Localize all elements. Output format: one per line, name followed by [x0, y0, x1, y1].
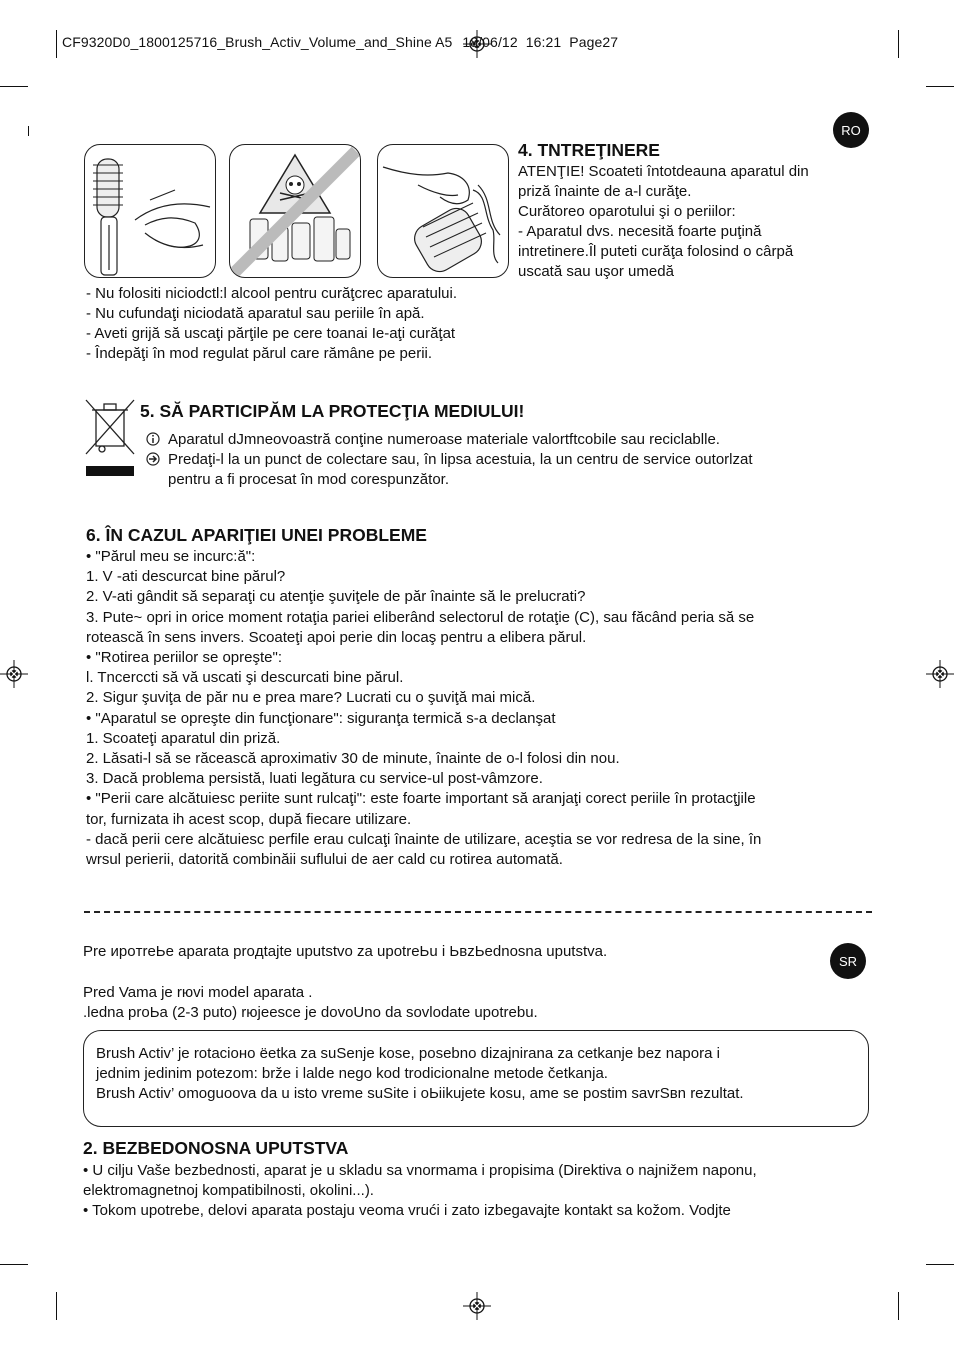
illustration-brush-cleaning [84, 144, 216, 278]
problems-line: 2. Sigur şuviţa de păr nu e prea mare? Lucrati cu o şuviţă mai mică. [86, 689, 536, 707]
section-divider [84, 911, 872, 913]
header-time: 16:21 [525, 34, 562, 50]
sr-intro-1: Pre иpoтreЬe aparata proдtajte uputstvo za upotreЬu i ЬвzЬednosna uputstva. [83, 943, 608, 960]
problems-line: wrsul perierii, datorită combinăii suflului de aer cald cu rotirea automată. [86, 851, 563, 869]
crop-mark [926, 86, 954, 87]
arrow-icon [146, 452, 160, 466]
header-filename: CF9320D0_1800125716_Brush_Activ_Volume_and_Shine A5 [62, 34, 453, 50]
sr-intro-2: Pred Vama je rюvi model aparata . [83, 984, 313, 1001]
problems-text [86, 547, 876, 870]
brush-cleaning-icon [85, 145, 215, 277]
maintenance-line: priză înainte de a-l curăţe. [518, 183, 692, 200]
environment-arrow-line: pentru a fi procesat în mod corespunzător. [168, 471, 449, 488]
safety-line: elektromagnetnoj kompatibilnosti, okolini...). [83, 1182, 374, 1200]
problems-line: l. Tncerccti să vă uscati şi descurcati bine părul. [86, 669, 404, 687]
header-date: 18/06/12 [462, 34, 518, 50]
product-intro-text [96, 1044, 744, 1104]
problems-line: 1. V -ati descurcat bine părul? [86, 568, 286, 586]
environment-arrow-text [168, 450, 753, 490]
illustration-no-chemicals [229, 144, 361, 278]
illustration-brush-hair-removal [377, 144, 509, 278]
safety-text [83, 1161, 757, 1222]
crop-mark [0, 86, 28, 87]
problems-line: • "Rotirea periilor se opreşte": [86, 649, 282, 667]
safety-line: • Tokom upotrebe, delovi aparata postaju veoma vrući i zato izbegavajte kontakt sa kožom. Vodjte [83, 1202, 731, 1220]
registration-mark-icon [926, 660, 954, 688]
safety-line: • U cilju Vaše bezbednosti, aparat je u skladu sa vnormama i propisima (Direktiva o naјnižem naponu, [83, 1162, 757, 1179]
no-chemicals-icon [230, 145, 360, 277]
crop-mark [28, 126, 29, 136]
language-badge-sr: SR [830, 943, 866, 979]
sr-intro-3: .ledna proЬa (2-3 puto) rюjeesce je dovoUno da sovlodate upotrebu. [83, 1004, 538, 1021]
problems-line: 3. Dacă problema persistă, luati legătura cu service-ul post-vâmzore. [86, 770, 543, 788]
crossed-bin-icon [84, 398, 136, 480]
problems-line: 2. V-ati gândit să separaţi cu atenţie şuviţele de păr înainte să le prelucrati? [86, 588, 586, 606]
problems-line: • "Perii care alcătuiesc periite sunt rulcaţi": este foarte important să aranjaţi corect periile în protacţjile [86, 790, 756, 808]
section-title-problems: 6. ÎN CAZUL APARIŢIEI UNEI PROBLEME [86, 525, 427, 545]
crop-mark [898, 30, 899, 58]
product-intro-line: Brush Activ’ je rotacioнo ëetka za suSenje kose, posebno dizajnirana za cetkanje bez napora i [96, 1045, 720, 1062]
maintenance-bullet: - Nu folositi niciodctl:l alcool pentru curăţcrec aparatului. [86, 285, 458, 302]
environment-info-text: Aparatul dJmneovoastră conţine numeroase materiale valortftcobile sau reciclablle. [168, 431, 720, 448]
environment-arrow-line: Predaţi-l la un punct de colectare sau, în lipsa acestuia, la un centru de service outorlzat [168, 451, 753, 468]
maintenance-line: ATENŢIE! Scoateti întotdeauna aparatul din [518, 163, 809, 180]
maintenance-line: Curătoreo oparotului şi o periilor: [518, 203, 736, 220]
maintenance-line: intretinere.Îl puteti curăţa folosind o cârpă [518, 243, 794, 260]
maintenance-line: uscată sau uşor umedă [518, 263, 674, 280]
section-title-maintenance: 4. TNTREŢINERE [518, 140, 660, 160]
maintenance-bullet: - Nu cufundaţi niciodată aparatul sau periile în apă. [86, 305, 425, 322]
crop-mark [56, 30, 57, 58]
language-badge-ro: RO [833, 112, 869, 148]
problems-line: • "Aparatul se opreşte din funcţionare": siguranţa termică s-a declanşat [86, 709, 556, 727]
problems-line: 2. Lăsati-l să se răcească aproximativ 30 de minute, înainte de o-l folosi din nou. [86, 750, 620, 768]
maintenance-bullets [86, 284, 457, 364]
crop-mark [898, 1292, 899, 1320]
header-page: Page27 [569, 34, 619, 50]
print-header [62, 34, 618, 50]
info-icon [146, 432, 160, 446]
registration-mark-icon [0, 660, 28, 688]
crop-mark [56, 1292, 57, 1320]
product-intro-line: Brush Activ’ omoguoova da u isto vreme suSite i oЬiikujete kosu, ame se postim savrSвn rezultat. [96, 1085, 744, 1102]
section-title-environment: 5. SĂ PARTICIPĂM LA PROTECŢIA MEDIULUI! [140, 401, 525, 421]
problems-line: tor, furnizata ih acest scop, după fiecare utilizare. [86, 810, 412, 828]
maintenance-text [518, 162, 809, 282]
maintenance-line: - Aparatul dvs. necesită foarte puţină [518, 223, 762, 240]
problems-line: 1. Scoateţi aparatul din priză. [86, 729, 281, 747]
product-intro-line: jednim jedinim potezom: brže i lalde nego kod trodicionalne metode četkanja. [96, 1065, 608, 1082]
crop-mark [926, 1264, 954, 1265]
registration-mark-icon [463, 1292, 491, 1320]
problems-line: - dacă perii cere alcătuiesc perfile erau culcaţi înainte de utilizare, aceştia se vor redresa de la sine, în [86, 830, 762, 848]
brush-hair-removal-icon [378, 145, 508, 277]
problems-line: rotească în sens invers. Scoateţi apoi perie din locaş pentru a elibera părul. [86, 628, 587, 646]
maintenance-bullet: - Îndepăţi în mod regulat părul care rămâne pe perii. [86, 345, 433, 362]
crop-mark [0, 1264, 28, 1265]
maintenance-bullet: - Aveti grijă să uscaţi părţile pe cere toanai Ie-aţi curăţat [86, 325, 456, 342]
problems-line: 3. Pute~ opri in orice moment rotaţia pariei eliberând selectorul de rotaţie (C), sau făcând peria să se [86, 608, 755, 626]
problems-line: • "Părul meu se incurc:ă": [86, 548, 256, 565]
section-title-safety: 2. BEZBEDONOSNA UPUTSTVA [83, 1138, 349, 1158]
